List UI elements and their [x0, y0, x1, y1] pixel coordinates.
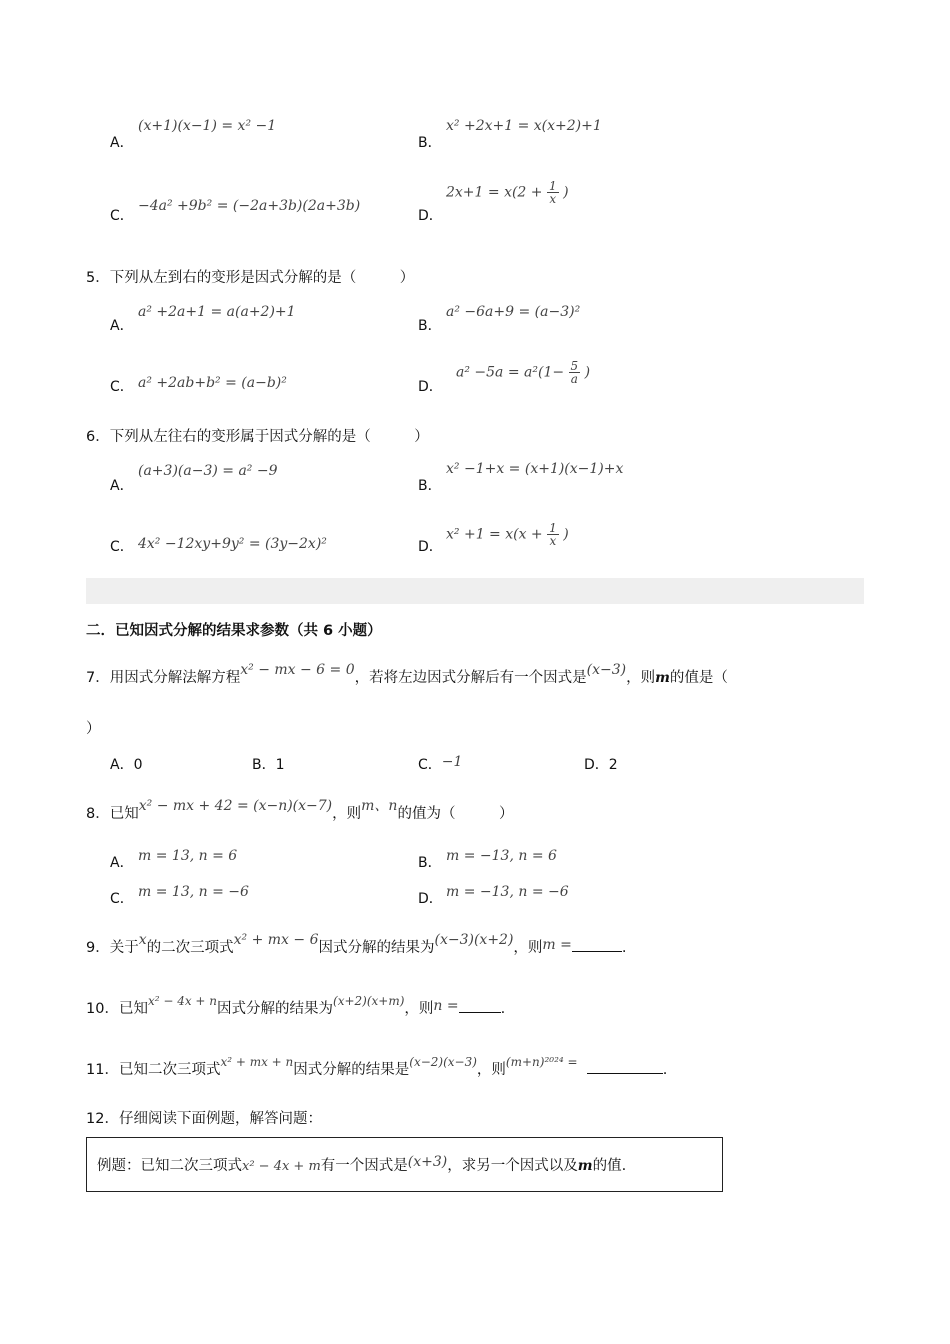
- q6-option-d-expr: x² +1 = x(x + $\frac{1}{x}$ ): [446, 521, 569, 548]
- q5-option-b-expr: a² −6a+9 = (a−3)²: [446, 304, 581, 320]
- q11-stem: 11．已知二次三项式$^{x^2 + mx + n}$因式分解的结果是$^{(x-2)(x-3)}$，则$^{(m+n)^{2024} =}$ .: [86, 1055, 668, 1078]
- q7-close-paren: ）: [86, 721, 101, 737]
- q6-option-d-label: D．: [418, 539, 443, 555]
- q4-option-d-label: D．: [418, 208, 443, 224]
- q8-option-a-label: A．: [110, 855, 134, 871]
- q4-option-b-expr: x² +2x+1 = x(x+2)+1: [446, 118, 602, 134]
- q8-option-c-label: C．: [110, 891, 134, 907]
- q8-option-b-label: B．: [418, 855, 442, 871]
- q6-option-a-expr: (a+3)(a−3) = a² −9: [138, 463, 278, 479]
- q4-option-a-expr: (x+1)(x−1) = x² −1: [138, 118, 277, 134]
- q11-answer-blank[interactable]: [587, 1059, 663, 1074]
- q12-stem: 12．仔细阅读下面例题，解答问题：: [86, 1111, 322, 1127]
- q7-option-d: D．2: [584, 757, 618, 773]
- section-divider: [86, 578, 864, 604]
- q5-option-d-expr: a² −5a = a²(1− $\frac{5}{a}$ ): [456, 359, 591, 386]
- q6-stem: 6．下列从左往右的变形属于因式分解的是（ ）: [86, 429, 429, 445]
- q8-option-d-label: D．: [418, 891, 443, 907]
- q4-option-b-label: B．: [418, 135, 442, 151]
- q4-option-c-label: C．: [110, 208, 134, 224]
- q5-option-a-expr: a² +2a+1 = a(a+2)+1: [138, 304, 296, 320]
- q5-option-d-label: D．: [418, 379, 443, 395]
- q4-option-a-label: A．: [110, 135, 134, 151]
- q8-option-d-expr: m = −13, n = −6: [446, 884, 569, 900]
- q4-option-c-expr: −4a² +9b² = (−2a+3b)(2a+3b): [138, 198, 361, 214]
- q9-answer-blank[interactable]: [572, 937, 622, 952]
- q9-stem: 9．关于x的二次三项式x² + mx − 6因式分解的结果为(x−3)(x+2)，则m = .: [86, 932, 627, 956]
- q8-option-b-expr: m = −13, n = 6: [446, 848, 557, 864]
- q12-example-box: [86, 1137, 723, 1192]
- q6-option-b-label: B．: [418, 478, 442, 494]
- q10-answer-blank[interactable]: [459, 998, 501, 1013]
- q8-option-a-expr: m = 13, n = 6: [138, 848, 238, 864]
- q12-example-text: 例题：已知二次三项式x² − 4x + m有一个因式是(x+3)，求另一个因式以及m的值.: [97, 1154, 627, 1174]
- q8-stem: 8．已知x² − mx + 42 = (x−n)(x−7)，则m、n的值为（ ）: [86, 798, 514, 822]
- q5-option-c-expr: a² +2ab+b² = (a−b)²: [138, 375, 287, 391]
- q7-option-c: C．−1: [418, 754, 463, 773]
- q4-option-d-expr: 2x+1 = x(2 + $\frac{1}{x}$ ): [446, 179, 569, 206]
- q5-option-a-label: A．: [110, 318, 134, 334]
- q5-option-b-label: B．: [418, 318, 442, 334]
- q8-option-c-expr: m = 13, n = −6: [138, 884, 249, 900]
- q6-option-c-expr: 4x² −12xy+9y² = (3y−2x)²: [138, 536, 327, 552]
- q7-stem: 7．用因式分解法解方程x² − mx − 6 = 0，若将左边因式分解后有一个因式是(x−3)，则m的值是（: [86, 662, 728, 686]
- q10-stem: 10．已知$^{x^2 - 4x + n}$因式分解的结果为$^{(x+2)(x+m)}$，则n = .: [86, 994, 506, 1017]
- q6-option-a-label: A．: [110, 478, 134, 494]
- section-2-title: 二．已知因式分解的结果求参数（共 6 小题）: [86, 623, 382, 639]
- q5-option-c-label: C．: [110, 379, 134, 395]
- q6-option-c-label: C．: [110, 539, 134, 555]
- q7-option-b: B．1: [252, 757, 285, 773]
- q7-option-a: A．0: [110, 757, 143, 773]
- q6-option-b-expr: x² −1+x = (x+1)(x−1)+x: [446, 461, 624, 477]
- q5-stem: 5．下列从左到右的变形是因式分解的是（ ）: [86, 270, 415, 286]
